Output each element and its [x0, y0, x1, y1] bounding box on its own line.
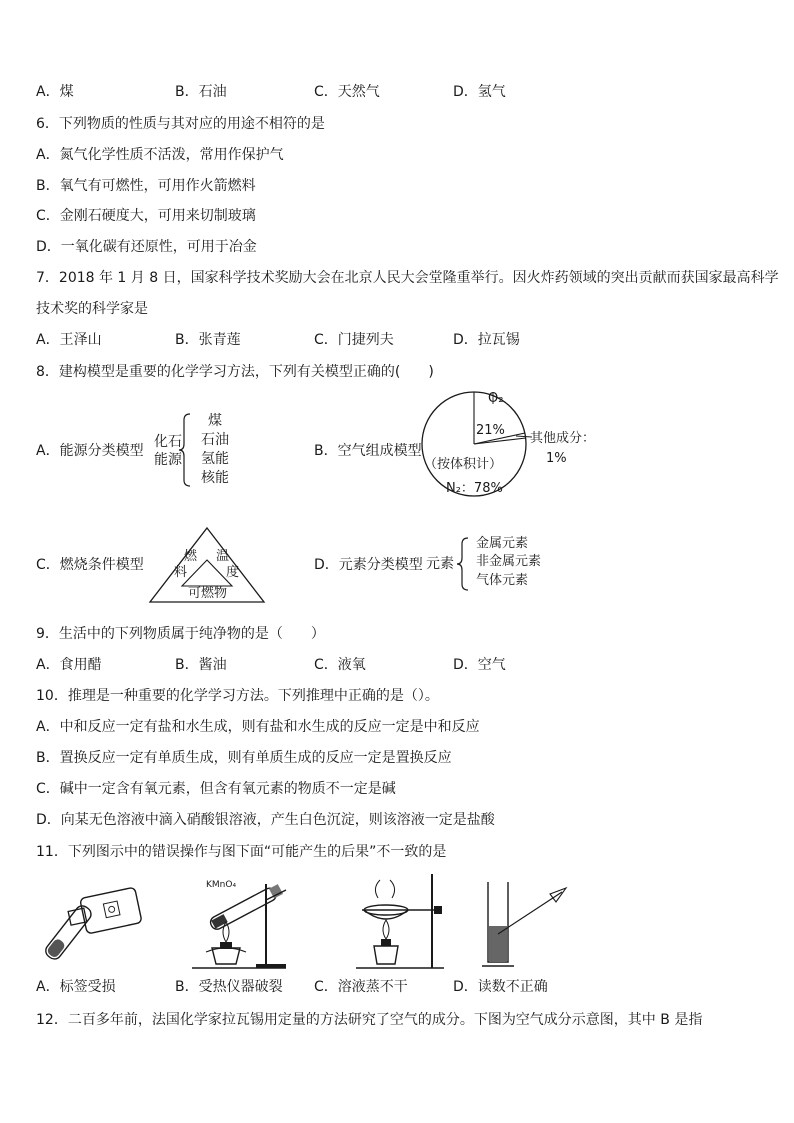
q7-option-c: C．门捷列夫: [314, 332, 394, 348]
q8-d-diagram: [424, 534, 554, 594]
c-left-char: 料: [174, 565, 188, 580]
q7-stem-line2: 技术奖的科学家是: [36, 301, 148, 317]
q5-option-a: A．煤: [36, 84, 74, 100]
o2-label: O₂: [488, 391, 504, 406]
d-group: 元素: [426, 556, 454, 572]
q6-option-b: B．氧气有可燃性，可用作火箭燃料: [36, 178, 256, 194]
q10-option-d: D．向某无色溶液中滴入硝酸银溶液，产生白色沉淀，则该溶液一定是盐酸: [36, 812, 495, 828]
q12-stem: 12．二百多年前，法国化学家拉瓦锡用定量的方法研究了空气的成分。下图为空气成分示意图，其中 B 是指: [36, 1012, 703, 1028]
n2-label: N₂：78%: [446, 481, 503, 496]
q7-option-b: B．张青莲: [175, 332, 241, 348]
q9-option-c: C．液氧: [314, 657, 366, 673]
basis-note: （按体积计）: [424, 457, 503, 472]
q8-b-label: B．空气组成模型: [314, 443, 422, 459]
q8-a-item: 石油: [201, 432, 229, 448]
q11-stem: 11．下列图示中的错误操作与图下面“可能产生的后果”不一致的是: [36, 844, 447, 860]
q8-stem: 8．建构模型是重要的化学学习方法，下列有关模型正确的( ): [36, 364, 434, 380]
q11-option-c: C．溶液蒸不干: [314, 979, 408, 995]
q5-option-b: B．石油: [175, 84, 227, 100]
other-label: 其他成分：: [530, 431, 596, 446]
q6-option-a: A．氮气化学性质不活泼，常用作保护气: [36, 147, 284, 163]
d-item: 金属元素: [476, 536, 529, 551]
q10-option-b: B．置换反应一定有单质生成，则有单质生成的反应一定是置换反应: [36, 750, 452, 766]
q5-option-c: C．天然气: [314, 84, 380, 100]
kmno4-label: KMnO₄: [206, 880, 237, 890]
q8-a-group-line1: 化石: [154, 434, 182, 450]
q10-option-c: C．碱中一定含有氧元素，但含有氧元素的物质不一定是碱: [36, 781, 396, 797]
c-bottom-text: 可燃物: [188, 586, 228, 601]
heating-test-tube-figure: [186, 872, 316, 972]
q8-a-item: 煤: [208, 413, 222, 429]
q11-option-a: A．标签受损: [36, 979, 116, 995]
d-item: 非金属元素: [476, 554, 542, 569]
o2-percent: 21%: [476, 423, 505, 438]
cylinder-reading-figure: [474, 878, 574, 972]
evaporation-figure: [348, 872, 448, 972]
q8-b-diagram: [420, 384, 600, 504]
q6-stem: 6．下列物质的性质与其对应的用途不相符的是: [36, 116, 325, 132]
q9-stem: 9．生活中的下列物质属于纯净物的是（ ）: [36, 626, 325, 642]
q8-a-group-line2: 能源: [154, 452, 182, 468]
q5-option-d: D．氢气: [453, 84, 506, 100]
q8-a-item: 核能: [201, 470, 229, 486]
q7-stem-line1: 7．2018 年 1 月 8 日，国家科学技术奖励大会在北京人民大会堂隆重举行。因火炸药领域的突出贡献而获国家最高科学: [36, 270, 779, 286]
q7-option-a: A．王泽山: [36, 332, 102, 348]
q8-d-label: D．元素分类模型: [314, 557, 423, 573]
q6-option-d: D．一氧化碳有还原性，可用于冶金: [36, 239, 257, 255]
other-percent: 1%: [546, 451, 567, 466]
pouring-liquid-figure: [36, 882, 156, 972]
q11-option-d: D．读数不正确: [453, 979, 548, 995]
q9-option-d: D．空气: [453, 657, 506, 673]
q10-option-a: A．中和反应一定有盐和水生成，则有盐和水生成的反应一定是中和反应: [36, 719, 480, 735]
q8-a-diagram: [152, 412, 242, 488]
q8-a-label: A．能源分类模型: [36, 443, 144, 459]
d-item: 气体元素: [476, 573, 529, 588]
c-left-char: 燃: [184, 549, 198, 564]
c-right-char: 度: [226, 565, 240, 580]
q11-option-b: B．受热仪器破裂: [175, 979, 283, 995]
q8-c-label: C．燃烧条件模型: [36, 557, 144, 573]
q6-option-c: C．金刚石硬度大，可用来切制玻璃: [36, 208, 256, 224]
q9-option-b: B．酱油: [175, 657, 227, 673]
c-right-char: 温: [216, 549, 230, 564]
q8-c-diagram: [146, 526, 268, 606]
q9-option-a: A．食用醋: [36, 657, 102, 673]
q10-stem: 10．推理是一种重要的化学学习方法。下列推理中正确的是（）。: [36, 688, 439, 704]
q7-option-d: D．拉瓦锡: [453, 332, 520, 348]
q8-a-item: 氢能: [201, 451, 229, 467]
